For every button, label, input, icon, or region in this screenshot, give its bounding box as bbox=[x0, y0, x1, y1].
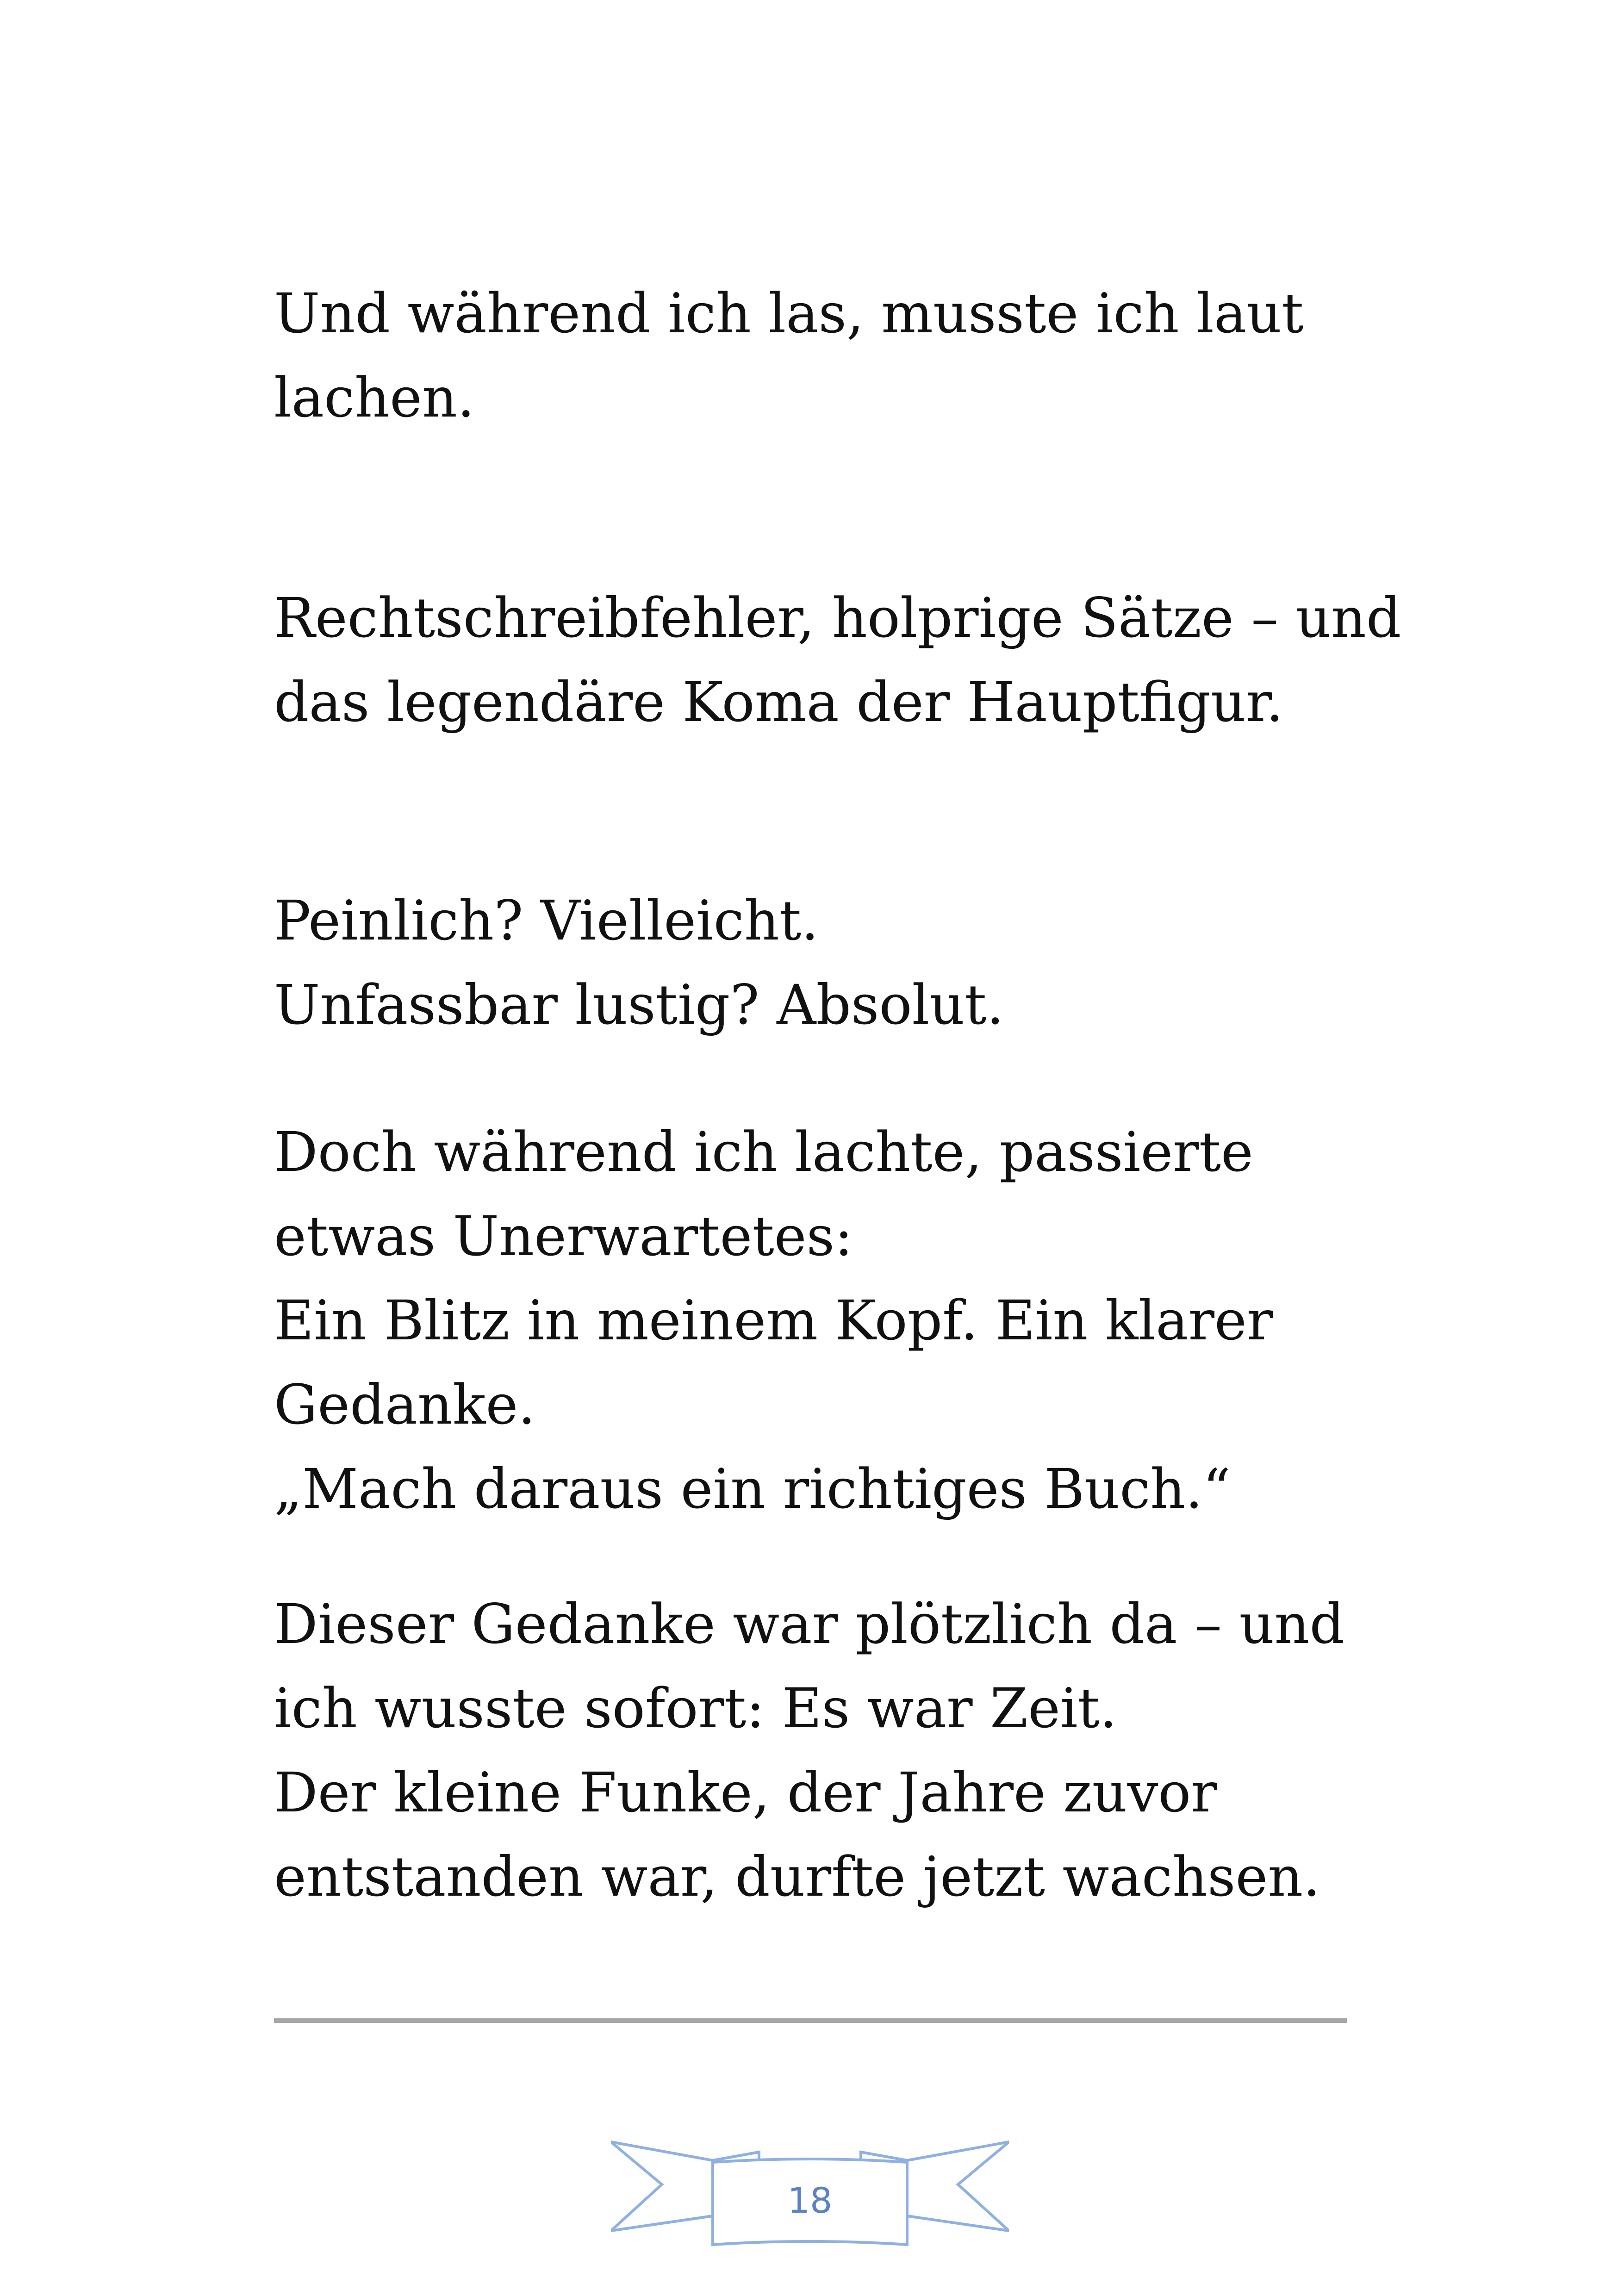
paragraph-2 bbox=[274, 576, 1401, 744]
paragraph-line: „Mach daraus ein richtiges Buch.“ bbox=[274, 1457, 1231, 1521]
footer-divider bbox=[274, 2018, 1347, 2023]
paragraph-line: Rechtschreibfehler, holprige Sätze – und bbox=[274, 586, 1401, 650]
paragraph-line: Gedanke. bbox=[274, 1373, 535, 1437]
paragraph-line: Der kleine Funke, der Jahre zuvor bbox=[274, 1761, 1217, 1824]
paragraph-1 bbox=[274, 271, 1385, 440]
paragraph-line: Peinlich? Vielleicht. bbox=[274, 889, 819, 952]
paragraph-line: das legendäre Koma der Hauptfigur. bbox=[274, 670, 1283, 734]
paragraph-line: ich wusste sofort: Es war Zeit. bbox=[274, 1676, 1117, 1740]
ribbon-right-tail bbox=[907, 2142, 1009, 2231]
page-number: 18 bbox=[787, 2180, 833, 2221]
paragraph-line: Dieser Gedanke war plötzlich da – und bbox=[274, 1592, 1344, 1656]
paragraph-line: entstanden war, durfte jetzt wachsen. bbox=[274, 1845, 1320, 1909]
paragraph-line: Doch während ich lachte, passierte bbox=[274, 1120, 1253, 1184]
paragraph-5 bbox=[274, 1582, 1385, 1919]
ribbon-left-tail bbox=[611, 2142, 713, 2231]
paragraph-line: Und während ich las, musste ich laut bbox=[274, 281, 1304, 345]
paragraph-line: etwas Unerwartetes: bbox=[274, 1204, 853, 1268]
paragraph-line: Ein Blitz in meinem Kopf. Ein klarer bbox=[274, 1288, 1273, 1352]
paragraph-3 bbox=[274, 878, 1385, 1047]
paragraph-line: Unfassbar lustig? Absolut. bbox=[274, 973, 1004, 1037]
paragraph-line: lachen. bbox=[274, 366, 475, 429]
paragraph-4 bbox=[274, 1110, 1385, 1531]
